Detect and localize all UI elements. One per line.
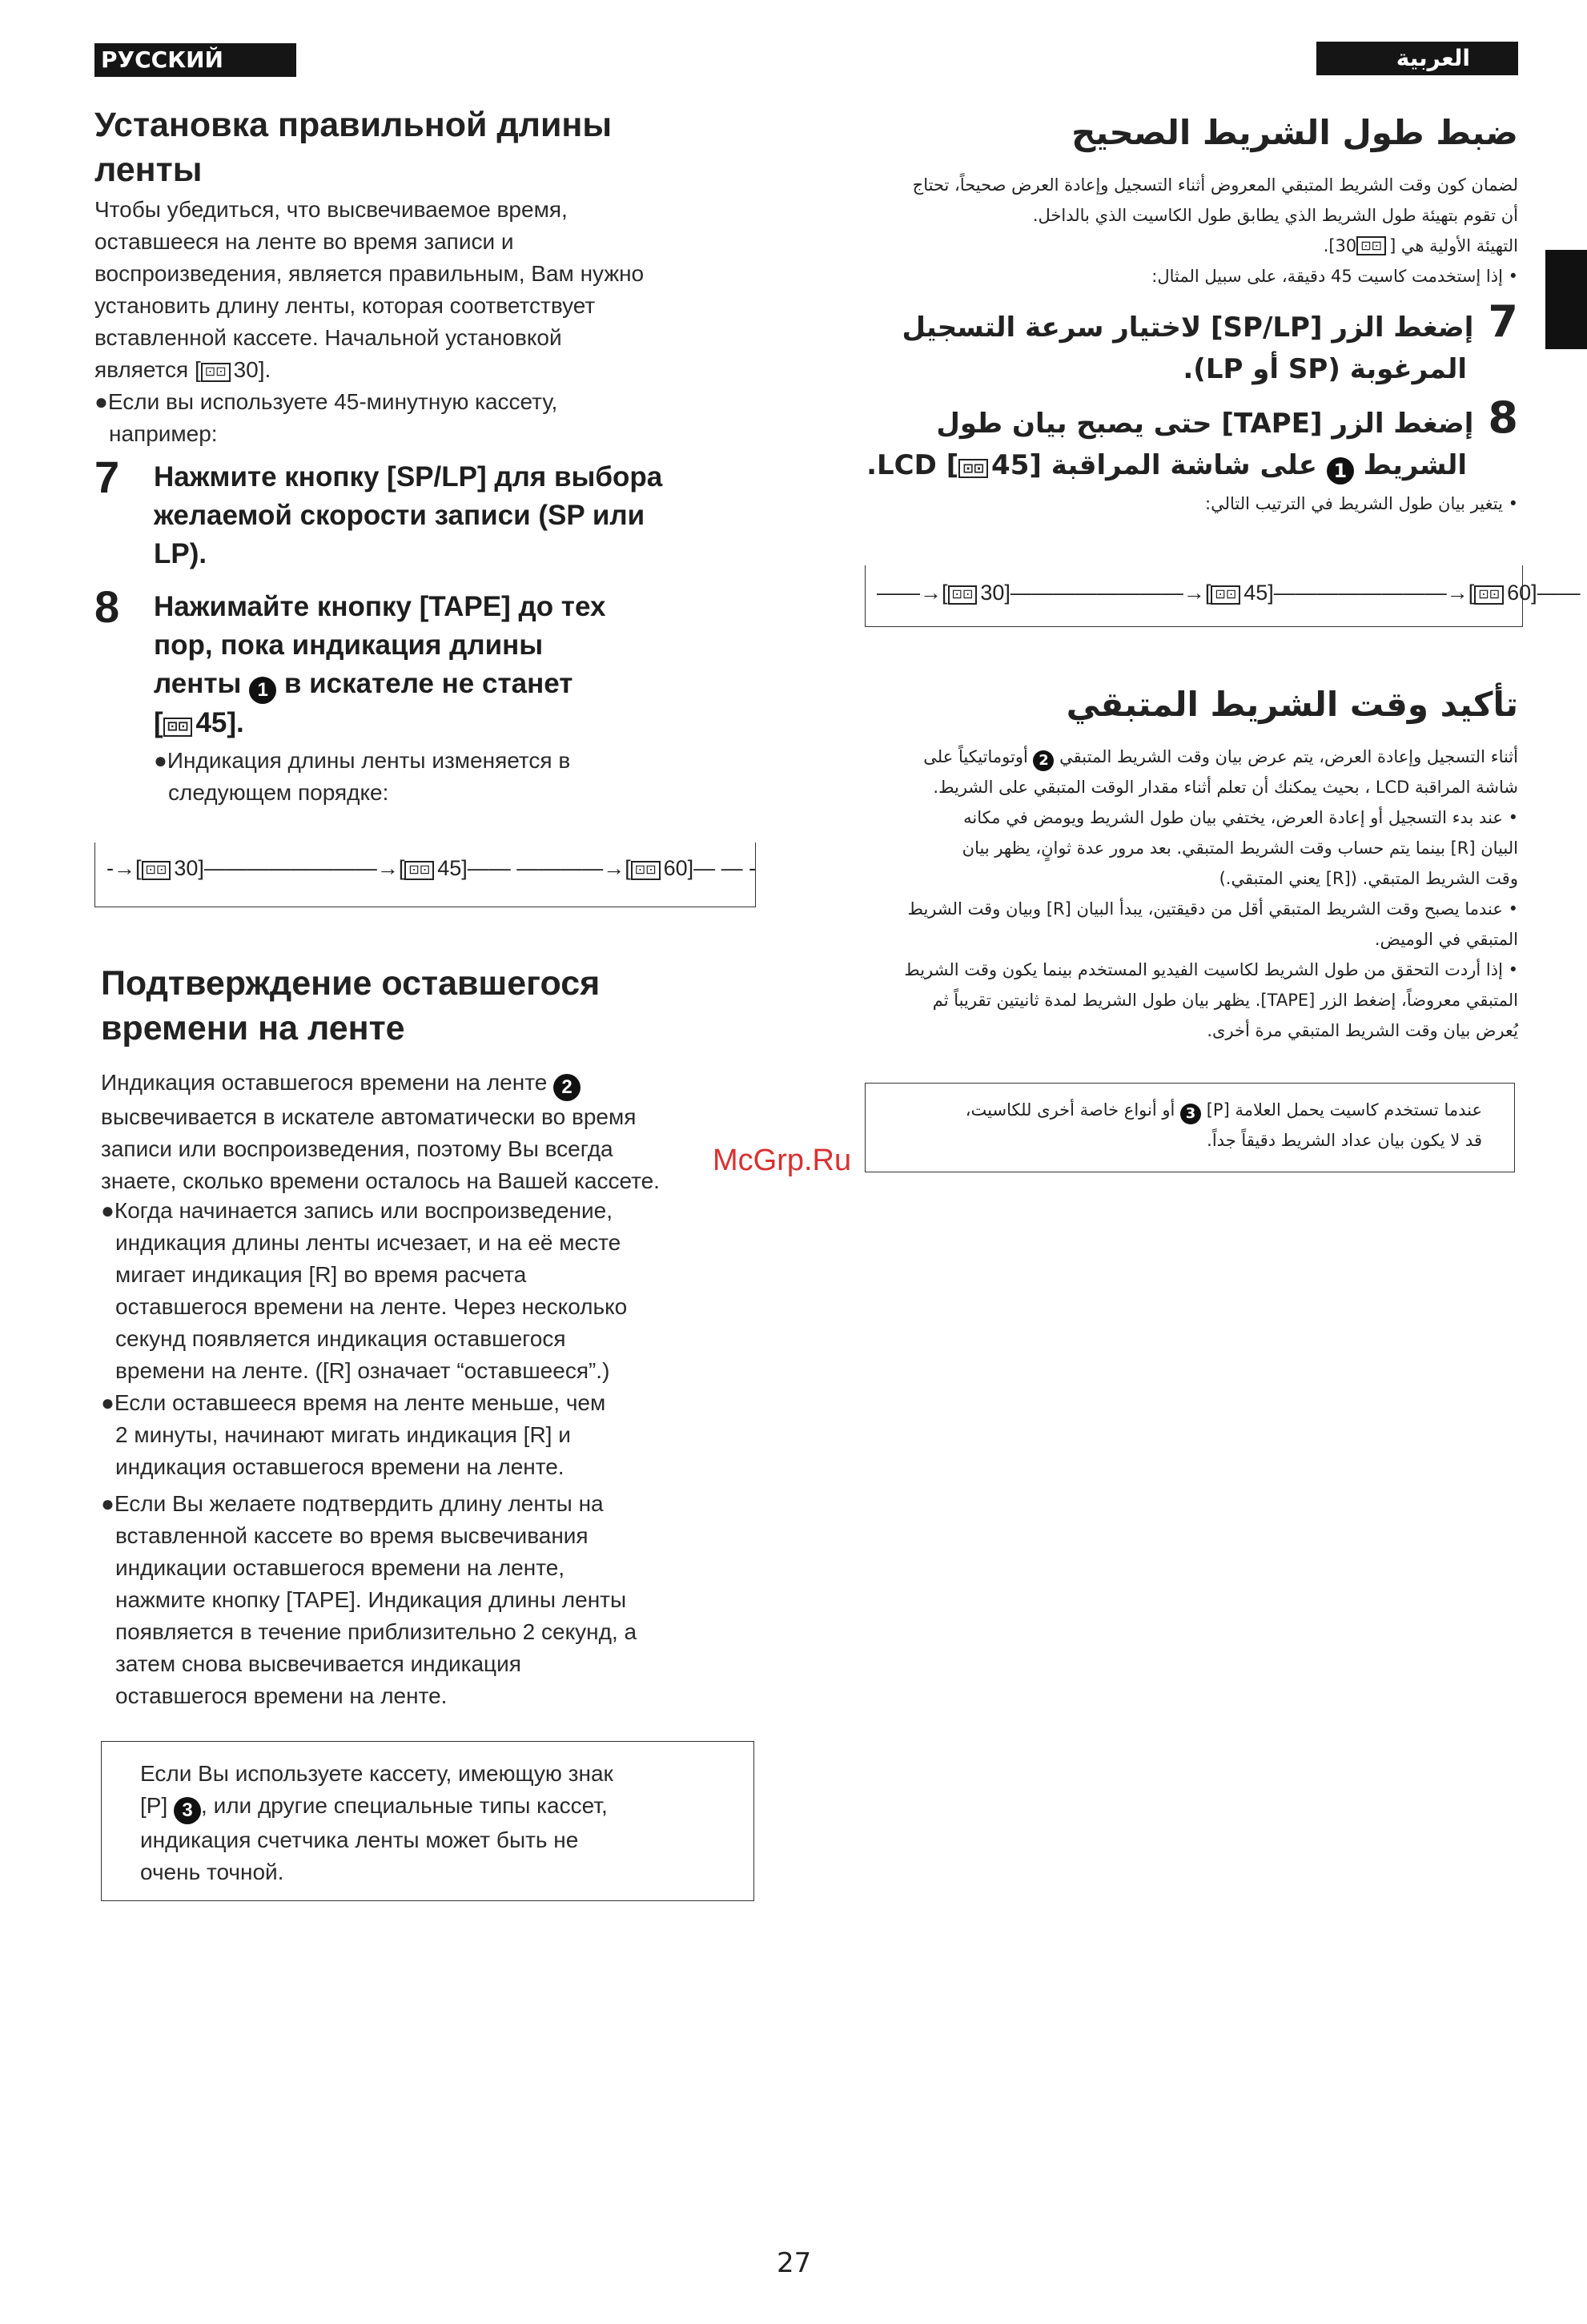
cassette-icon: ⊡⊡ <box>163 718 193 737</box>
ar-title-tape-length: ضبط طول الشريط الصحيح <box>1071 113 1518 152</box>
ar-sequence-labels: ——→[ ⊡⊡ 30]————————→[ ⊡⊡ 45]————————→[ ⊡⊡ 60]—— <box>877 581 1581 605</box>
ru-step-7: 7 Нажмите кнопку [SP/LP] для выбора желаемой скорости записи (SP или LP). <box>94 452 663 569</box>
cassette-icon: ⊡⊡ <box>631 861 661 880</box>
ru-title-remaining-time: Подтверждение оставшегося времени на ленте <box>101 964 601 1047</box>
callout-1-icon: 1 <box>249 677 276 704</box>
section-edge-marker <box>1545 250 1587 349</box>
ar-note-box: عندما تستخدم كاسيت يحمل العلامة [P] 3 أو أنواع خاصة أخرى للكاسيت، قد لا يكون بيان عداد الشريط دقيقاً جداً. <box>865 1083 1515 1172</box>
cassette-icon: ⊡⊡ <box>1474 585 1504 605</box>
cassette-icon: ⊡⊡ <box>1211 585 1240 605</box>
cassette-icon: ⊡⊡ <box>1356 236 1386 255</box>
ar-intro-paragraph: لضمان كون وقت الشريط المتبقي المعروض أثناء التسجيل وإعادة العرض صحيحاً، تحتاج أن تقوم بتهيئة طول الشريط الذي يطابق طول الكاسيت الذي بالداخل. التهيئة الأولية هي [⊡⊡30]. • إذا إستخدمت كاسيت 45 دقيقة، على سبيل المثال: <box>912 175 1518 286</box>
ar-remaining-paragraph: أثناء التسجيل وإعادة العرض، يتم عرض بيان وقت الشريط المتبقي 2 أوتوماتيكياً على شاشة المراقبة LCD ، بحيث يمكنك أن تعلم أثناء مقدار الوقت المتبقي على الشريط. • عند بدء التسجيل أو إعادة العرض، يختفي بيان طول الشريط ويومض في مكانه البيان [R] بينما يتم حساب وقت الشريط المتبقي. بعد مرور عدة ثوانٍ، يظهر بيان وقت الشريط المتبقي. ([R] يعني المتبقي.) • عندما يصبح وقت الشريط المتبقي أقل من دقيقتين، يبدأ البيان [R] وبيان وقت الشريط المتبقي في الوميض. • إذا أردت التحقق من طول الشريط لكاسيت الفيديو المستخدم بينما يكون وقت الشريط المتبقي معروضاً، إضغط الزر [TAPE]. يظهر بيان طول الشريط لمدة ثانيتين تقريباً ثم يُعرض بيان وقت الشريط المتبقي مرة أخرى. <box>904 747 1518 1040</box>
ar-step8-note: • يتغير بيان طول الشريط في الترتيب التالي: <box>1205 494 1518 513</box>
watermark: McGrp.Ru <box>713 1144 852 1177</box>
ru-note-box: Если Вы используете кассету, имеющую знак [P] 3 , или другие специальные типы кассет, индикация счетчика ленты может быть не очень точной. <box>101 1741 754 1901</box>
ru-bullet-list <box>101 1195 773 1712</box>
lang-tab-russian: РУССКИЙ ЯЗЫК <box>94 43 296 77</box>
ru-remaining-paragraph: Индикация оставшегося времени на ленте 2 высвечивается в искателе автоматически во время записи или воспроизведения, поэтому Вы всегда знаете, сколько времени осталось на Вашей кассете. <box>101 1070 660 1193</box>
ar-step-8: 8إضغط الزر [TAPE] حتى يصبح بيان طول الشريط 1 على شاشة المراقبة LCD [⊡⊡45]. <box>865 397 1518 486</box>
cassette-icon: ⊡⊡ <box>958 459 988 478</box>
list-item: ●Если оставшееся время на ленте меньше, чем 2 минуты, начинают мигать индикация [R] и индикация оставшегося времени на ленте. <box>101 1390 606 1479</box>
cassette-icon: ⊡⊡ <box>404 861 434 880</box>
ar-step-7: 7إضغط الزر [SP/LP] لاختيار سرعة التسجيل المرغوبة (SP أو LP). <box>902 296 1518 385</box>
ru-step-8: 8 Нажимайте кнопку [TAPE] до тех пор, пока индикация длины ленты 1 в искателе не станет [ ⊡⊡ 45]. <box>94 581 606 738</box>
ru-step8-note: ●Индикация длины ленты изменяется в следующем порядке: <box>154 748 571 805</box>
callout-1-icon: 1 <box>1327 457 1354 485</box>
ru-sequence-labels: -→[ ⊡⊡ 30]————————→[ ⊡⊡ 45]—— ————→[ ⊡⊡ 60]— — - <box>106 856 757 880</box>
callout-3-icon: 3 <box>174 1797 201 1824</box>
callout-2-icon: 2 <box>553 1074 581 1101</box>
callout-2-icon: 2 <box>1033 750 1054 771</box>
cassette-icon: ⊡⊡ <box>142 861 171 880</box>
cassette-icon: ⊡⊡ <box>201 363 231 382</box>
callout-3-icon: 3 <box>1180 1104 1201 1124</box>
ar-title-remaining-time: تأكيد وقت الشريط المتبقي <box>1066 685 1518 724</box>
page-number: 27 <box>777 2247 812 2279</box>
ru-intro-paragraph: Чтобы убедиться, что высвечиваемое время, оставшееся на ленте во время записи и воспроизведения, является правильным, Вам нужно установить длину ленты, которая соответствует вставленной кассете. Начальной установкой является [ ⊡⊡ 30]. ●Если вы используете 45-минутную кассету, например: <box>94 197 645 446</box>
ru-title-tape-length: Установка правильной длины ленты <box>94 106 613 189</box>
list-item: ●Когда начинается запись или воспроизведение, индикация длины ленты исчезает, и на её месте мигает индикация [R] во время расчета оставшегося времени на ленте. Через несколько секунд появляется индикация оставшегося времени на ленте. ([R] означает “оставшееся”.) <box>101 1198 628 1383</box>
cassette-icon: ⊡⊡ <box>948 585 978 605</box>
lang-tab-arabic: العربية <box>1316 42 1518 75</box>
list-item: ●Если Вы желаете подтвердить длину ленты на вставленной кассете во время высвечивания индикации оставшегося времени на ленте, нажмите кнопку [TAPE]. Индикация длины ленты появляется в течение приблизительно 2 секунд, а затем снова высвечивается индикация оставшегося времени на ленте. <box>101 1491 637 1708</box>
